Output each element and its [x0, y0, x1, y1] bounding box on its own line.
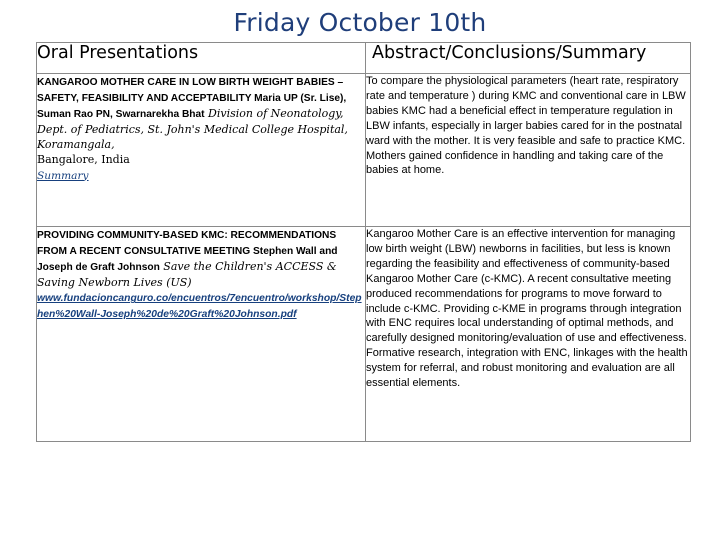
table-row [37, 227, 691, 442]
presentation-entry [37, 227, 365, 323]
presentation-location: Bangalore, India [37, 153, 130, 167]
abstract-cell [366, 227, 691, 442]
column-header-oral-presentations: Oral Presentations [37, 43, 366, 74]
presentation-cell [37, 227, 366, 442]
schedule-table [36, 42, 691, 442]
document-link[interactable]: www.fundacioncanguro.co/encuentros/7encuentro/workshop/Stephen%20Wall-Joseph%20de%20Graft%20Johnson.pdf [37, 293, 362, 321]
table-row [37, 74, 691, 227]
presentation-affiliation: Division of Neonatology, Dept. of Pediatrics, St. John's Medical College Hospital, Koramangala, [37, 107, 348, 152]
abstract-text: Kangaroo Mother Care is an effective intervention for managing low birth weight (LBW) newborns in facilities, but less is known regarding the feasibility and effectiveness of community-based Kangaroo Mother Care (c-KMC). A recent consultative meeting produced recommendations for programs to move forward to include c-KMC. Providing c-KME in programs through integration with ENC requires local understanding of optimal methods, and carefully designed monitoring/evaluation of use and effectiveness. Formative research, integration with ENC, linkages with the health system for referral, and robust monitoring and evaluation are all essential elements. [366, 228, 688, 390]
abstract-text: To compare the physiological parameters (heart rate, respiratory rate and temperature ) during KMC and conventional care in LBW babies KMC had a beneficial effect in temperature regulation in LBW infants, especially in larger babies cared for in the postnatal ward with the mother. It is very feasible and safe to practice KMC. Mothers gained confidence in handling and taking care of the babies at home. [366, 75, 686, 177]
column-header-abstract: Abstract/Conclusions/Summary [366, 43, 691, 74]
presentation-title-authors: KANGAROO MOTHER CARE IN LOW BIRTH WEIGHT BABIES – SAFETY, FEASIBILITY AND ACCEPTABILITY Maria UP (Sr. Lise), Suman Rao PN, Swarnarekha Bhat [37, 77, 347, 121]
presentation-cell [37, 74, 366, 227]
header-row [37, 43, 691, 74]
presentation-affiliation: Save the Children's ACCESS & Saving Newborn Lives (US) [37, 260, 337, 290]
abstract-cell [366, 74, 691, 227]
presentation-title-authors: PROVIDING COMMUNITY-BASED KMC: RECOMMENDATIONS FROM A RECENT CONSULTATIVE MEETING Stephen Wall and Joseph de Graft Johnson [37, 230, 338, 274]
page-title: Friday October 10th [233, 8, 487, 37]
presentation-entry [37, 74, 365, 184]
summary-link[interactable]: Summary [37, 169, 89, 182]
